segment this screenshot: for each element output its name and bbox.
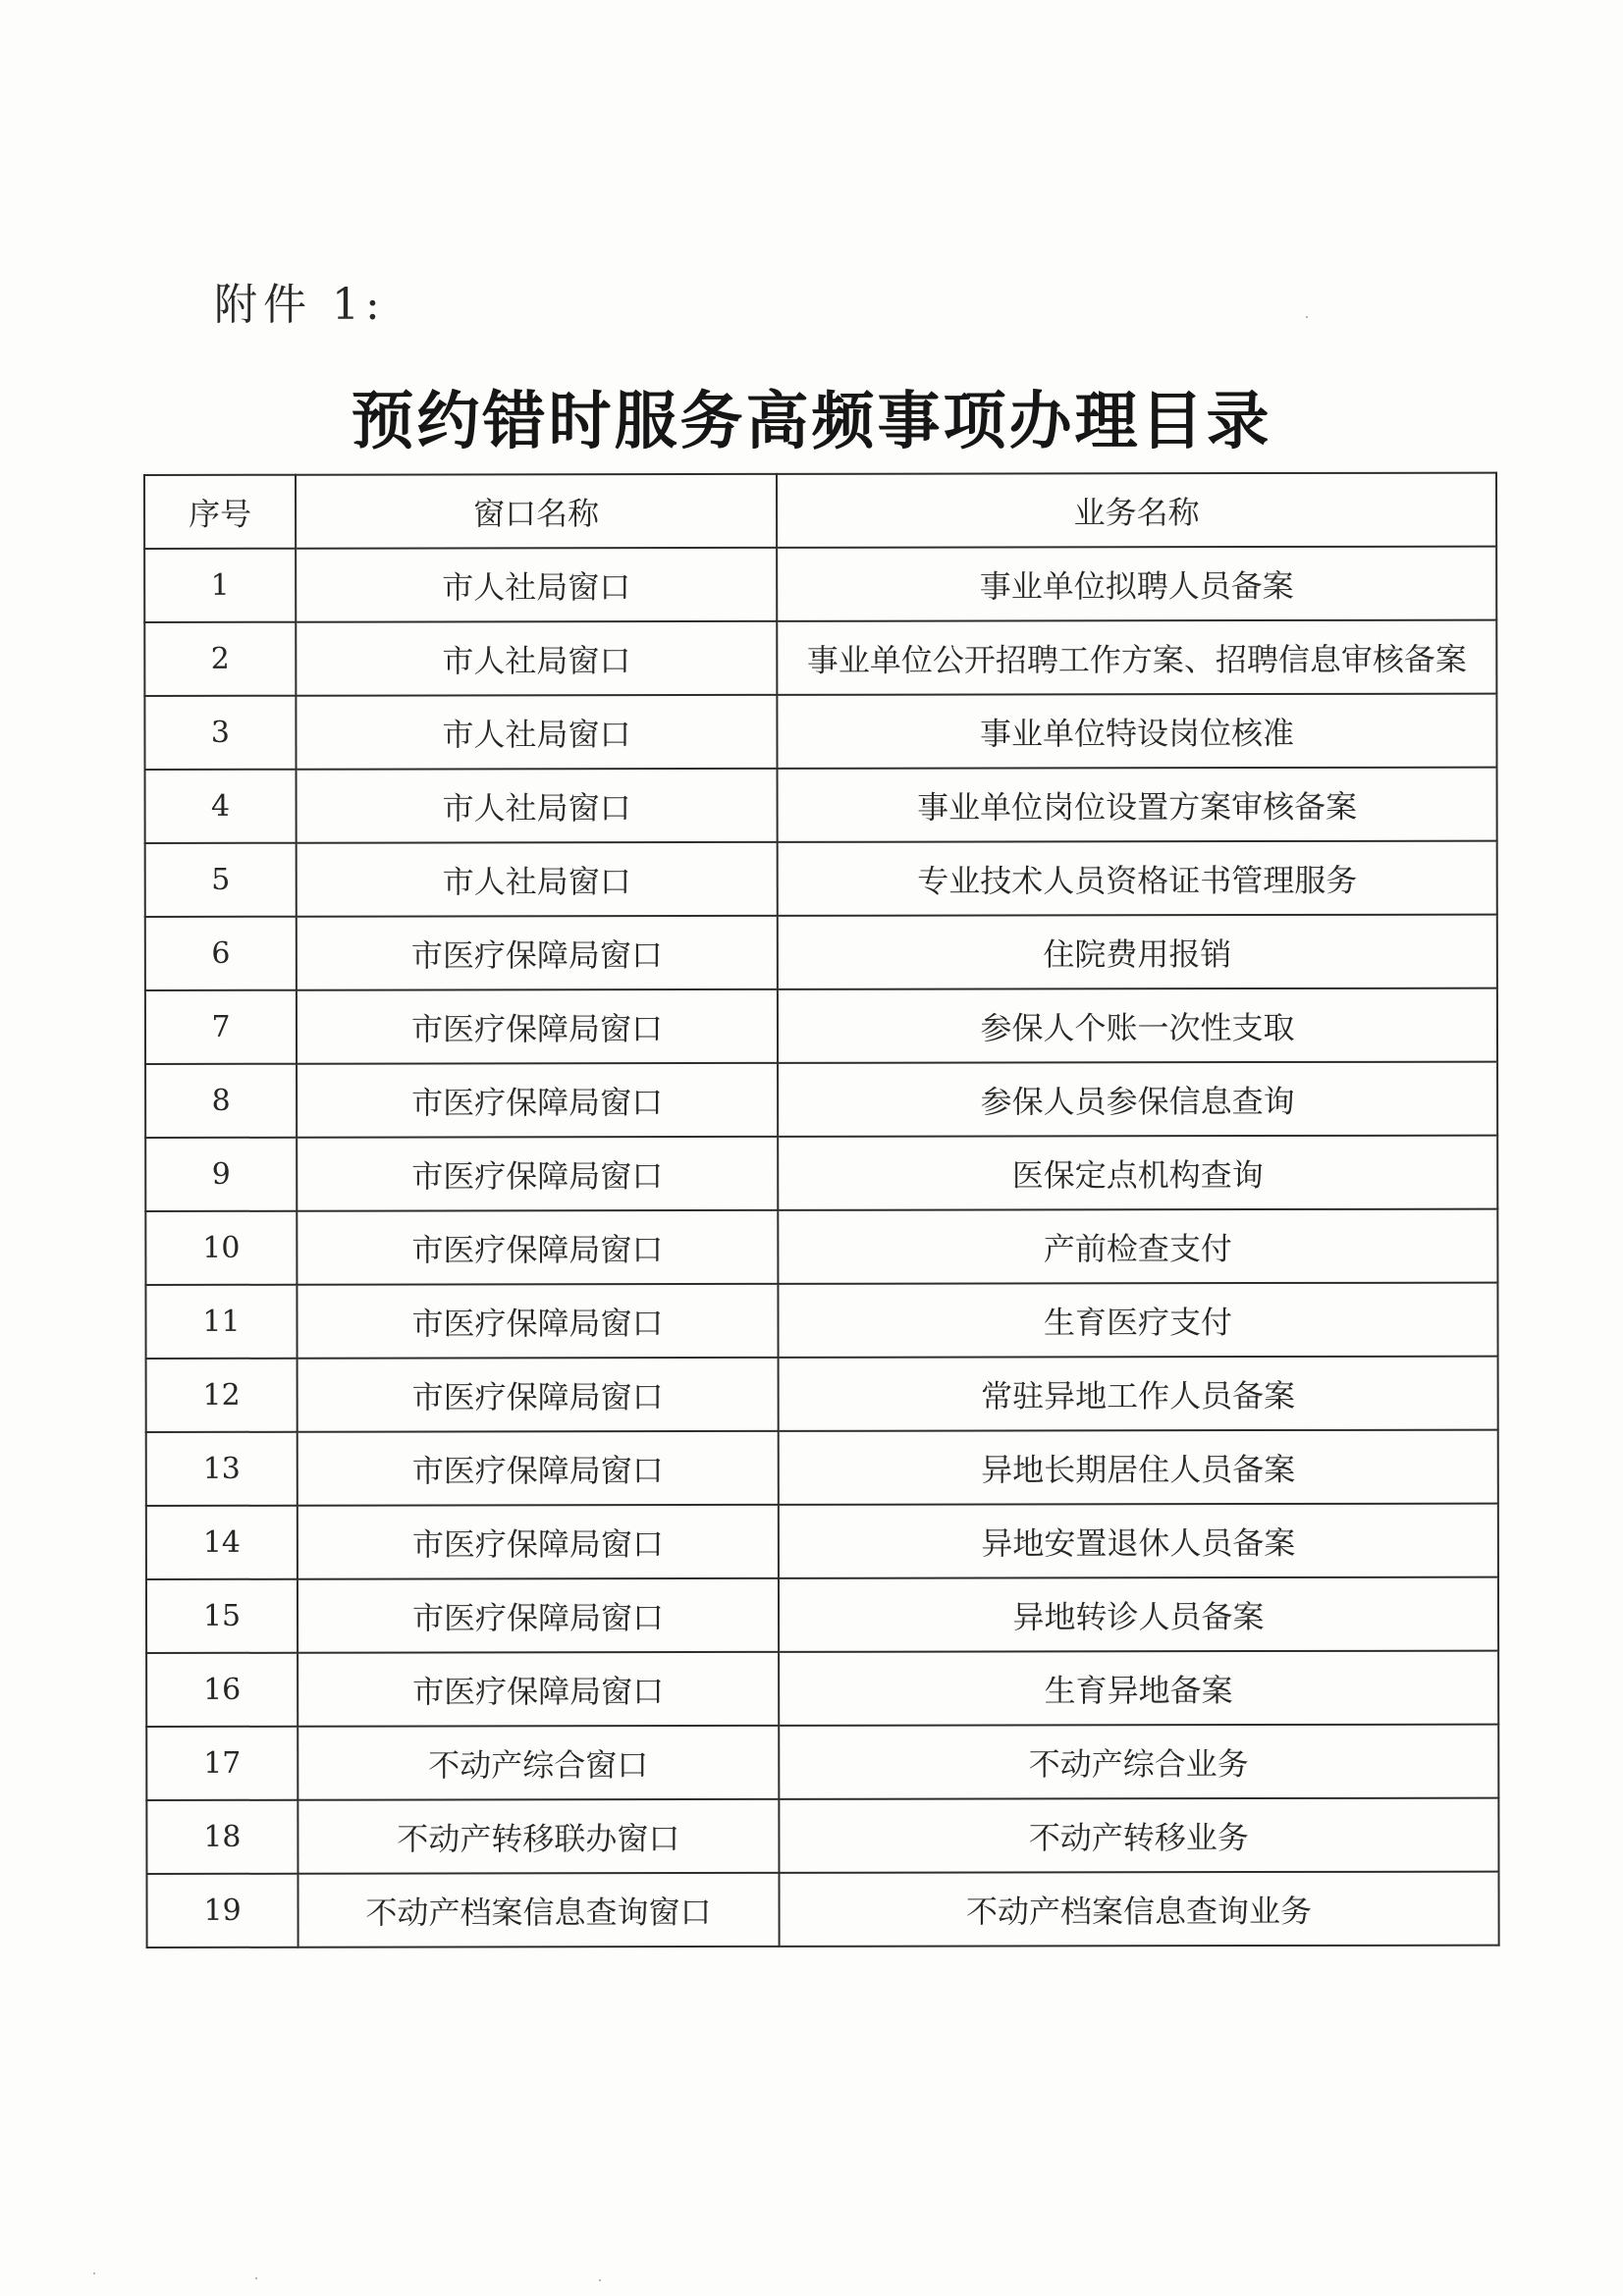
row-window-name: 市医疗保障局窗口	[297, 989, 778, 1064]
row-business-name: 异地安置退休人员备案	[779, 1504, 1498, 1578]
attachment-label: 附件 1:	[214, 280, 386, 330]
table-body	[144, 547, 1498, 1948]
table-row	[145, 988, 1497, 1064]
row-business-name: 参保人个账一次性支取	[778, 988, 1497, 1063]
row-serial-number: 3	[144, 696, 296, 770]
row-serial-number: 15	[146, 1579, 298, 1653]
scan-speck	[255, 2277, 257, 2279]
row-window-name: 市人社局窗口	[296, 695, 777, 770]
row-serial-number: 13	[146, 1432, 298, 1506]
table-header-row	[144, 473, 1496, 549]
table-row	[146, 1725, 1498, 1800]
row-serial-number: 4	[145, 770, 297, 843]
table-row	[146, 1357, 1498, 1432]
row-window-name: 市医疗保障局窗口	[297, 916, 778, 990]
row-serial-number: 12	[146, 1359, 298, 1432]
row-window-name: 不动产转移联办窗口	[298, 1799, 779, 1874]
row-serial-number: 18	[146, 1800, 298, 1874]
table-row	[144, 620, 1496, 696]
row-serial-number: 11	[145, 1285, 297, 1359]
row-business-name: 不动产转移业务	[779, 1798, 1498, 1873]
row-window-name: 市医疗保障局窗口	[297, 1284, 778, 1359]
row-serial-number: 14	[146, 1506, 298, 1579]
table-row	[145, 1209, 1497, 1285]
header-serial-number: 序号	[144, 475, 296, 549]
header-window-name: 窗口名称	[296, 474, 777, 549]
row-serial-number: 6	[145, 917, 297, 990]
table-row	[145, 841, 1497, 917]
table-row	[146, 1798, 1498, 1874]
row-business-name: 事业单位公开招聘工作方案、招聘信息审核备案	[777, 620, 1496, 695]
table-row	[146, 1872, 1498, 1948]
row-business-name: 常驻异地工作人员备案	[779, 1357, 1498, 1431]
row-business-name: 生育医疗支付	[778, 1283, 1497, 1358]
table-row	[146, 1504, 1498, 1579]
catalog-table	[143, 472, 1500, 1949]
document-title: 预约错时服务高频事项办理目录	[351, 385, 1272, 458]
row-serial-number: 17	[146, 1727, 298, 1800]
row-business-name: 不动产档案信息查询业务	[779, 1872, 1498, 1947]
table-row	[146, 1651, 1498, 1727]
row-serial-number: 2	[144, 622, 296, 696]
scan-speck	[1306, 316, 1308, 318]
row-serial-number: 5	[145, 843, 297, 917]
table-row	[144, 547, 1496, 622]
row-serial-number: 10	[145, 1211, 297, 1285]
row-business-name: 异地转诊人员备案	[779, 1577, 1498, 1652]
row-window-name: 市医疗保障局窗口	[298, 1578, 779, 1653]
scan-speck	[599, 2279, 601, 2281]
row-window-name: 市医疗保障局窗口	[297, 1210, 778, 1285]
row-business-name: 异地长期居住人员备案	[779, 1430, 1498, 1505]
table-row	[145, 768, 1497, 843]
row-business-name: 医保定点机构查询	[778, 1136, 1497, 1210]
row-serial-number: 19	[146, 1874, 298, 1948]
row-window-name: 市医疗保障局窗口	[297, 1137, 778, 1211]
row-business-name: 事业单位岗位设置方案审核备案	[778, 768, 1497, 842]
row-business-name: 住院费用报销	[778, 915, 1497, 989]
row-window-name: 不动产综合窗口	[298, 1726, 779, 1800]
row-window-name: 不动产档案信息查询窗口	[298, 1873, 779, 1948]
header-business-name: 业务名称	[777, 473, 1496, 548]
table-row	[146, 1430, 1498, 1506]
row-serial-number: 7	[145, 990, 297, 1064]
table-row	[144, 694, 1496, 770]
row-window-name: 市医疗保障局窗口	[298, 1652, 779, 1727]
row-window-name: 市医疗保障局窗口	[298, 1358, 779, 1432]
row-serial-number: 16	[146, 1653, 298, 1727]
row-business-name: 参保人员参保信息查询	[778, 1062, 1497, 1137]
table-row	[145, 1136, 1497, 1211]
row-window-name: 市医疗保障局窗口	[298, 1431, 779, 1506]
table-row	[145, 1283, 1497, 1359]
row-window-name: 市医疗保障局窗口	[297, 1063, 778, 1138]
row-serial-number: 1	[144, 549, 296, 622]
row-window-name: 市人社局窗口	[297, 842, 778, 917]
row-window-name: 市人社局窗口	[297, 769, 778, 843]
row-serial-number: 8	[145, 1064, 297, 1138]
row-window-name: 市医疗保障局窗口	[298, 1505, 779, 1579]
row-window-name: 市人社局窗口	[296, 621, 777, 696]
row-business-name: 生育异地备案	[779, 1651, 1498, 1726]
row-window-name: 市人社局窗口	[296, 548, 777, 622]
row-business-name: 事业单位特设岗位核准	[777, 694, 1496, 769]
row-business-name: 不动产综合业务	[779, 1725, 1498, 1799]
table-row	[145, 915, 1497, 990]
row-business-name: 产前检查支付	[778, 1209, 1497, 1284]
row-business-name: 事业单位拟聘人员备案	[777, 547, 1496, 621]
table-row	[146, 1577, 1498, 1653]
row-serial-number: 9	[145, 1138, 297, 1211]
scan-speck	[93, 2272, 95, 2274]
row-business-name: 专业技术人员资格证书管理服务	[778, 841, 1497, 916]
table-row	[145, 1062, 1497, 1138]
